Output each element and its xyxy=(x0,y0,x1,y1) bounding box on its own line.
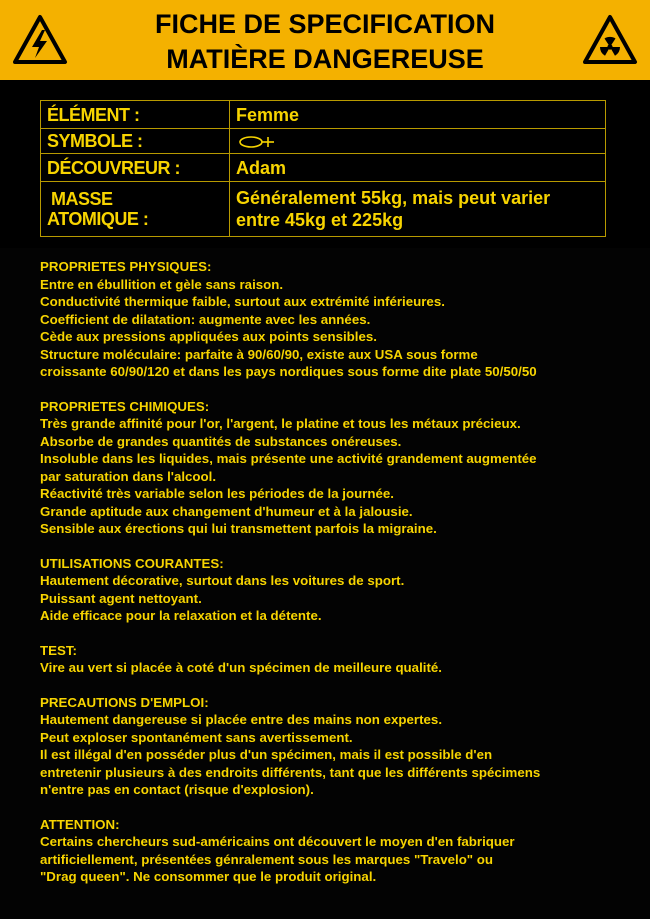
spec-value-line: Généralement 55kg, mais peut varier xyxy=(236,188,551,208)
spec-key: DÉCOUVREUR : xyxy=(41,154,230,182)
spec-key xyxy=(41,182,230,237)
spec-value xyxy=(230,129,606,154)
section-line: n'entre pas en contact (risque d'explosion). xyxy=(40,782,314,797)
title-line-1: FICHE DE SPECIFICATION xyxy=(154,9,496,39)
section-line: Cède aux pressions appliquées aux points sensibles. xyxy=(40,329,377,344)
section-line: Il est illégal d'en posséder plus d'un spécimen, mais il est possible d'en xyxy=(40,747,493,762)
female-symbol-icon xyxy=(236,134,280,150)
section-line: Vire au vert si placée à coté d'un spécimen de meilleure qualité. xyxy=(40,660,442,675)
section-title: PROPRIETES CHIMIQUES: xyxy=(40,398,210,414)
section-line: Grande aptitude aux changement d'humeur et à la jalousie. xyxy=(40,503,413,519)
spec-key-line: MASSE xyxy=(51,189,113,209)
spec-value: Adam xyxy=(230,154,606,182)
section-line: Entre en ébullition et gèle sans raison. xyxy=(40,276,284,292)
section xyxy=(40,694,640,799)
section-line: Peut exploser spontanément sans avertissement. xyxy=(40,729,353,745)
section-line: Hautement décorative, surtout dans les voitures de sport. xyxy=(40,573,405,588)
section-line: Sensible aux érections qui lui transmettent parfois la migraine. xyxy=(40,521,437,536)
section-line: Très grande affinité pour l'or, l'argent, le platine et tous les métaux précieux. xyxy=(40,416,521,431)
spec-key-line: ATOMIQUE : xyxy=(47,209,149,229)
section xyxy=(40,642,640,677)
section-line: Certains chercheurs sud-américains ont découvert le moyen d'en fabriquer xyxy=(40,834,515,849)
spec-value: Femme xyxy=(230,101,606,129)
spec-row-element xyxy=(41,101,606,129)
section-line: entretenir plusieurs à des endroits différents, tant que les différents spécimens xyxy=(40,764,541,780)
spec-value-line: entre 45kg et 225kg xyxy=(236,210,404,230)
section-line: Absorbe de grandes quantités de substances onéreuses. xyxy=(40,433,402,449)
title-line-2: MATIÈRE DANGEREUSE xyxy=(166,44,484,74)
section-title: ATTENTION: xyxy=(40,816,120,832)
section xyxy=(40,816,640,886)
section-title: PROPRIETES PHYSIQUES: xyxy=(40,259,212,274)
section xyxy=(40,258,640,381)
spec-key: ÉLÉMENT : xyxy=(41,101,230,129)
section-line: Réactivité très variable selon les périodes de la journée. xyxy=(40,486,394,501)
section-line: Coefficient de dilatation: augmente avec les années. xyxy=(40,311,371,327)
section-title: TEST: xyxy=(40,642,77,658)
section-line: "Drag queen". Ne consommer que le produit original. xyxy=(40,869,377,884)
section-line: artificiellement, présentées génralement sous les marques "Travelo" ou xyxy=(40,851,494,867)
section-line: Hautement dangereuse si placée entre des mains non expertes. xyxy=(40,712,443,727)
section-line: par saturation dans l'alcool. xyxy=(40,468,217,484)
section-line: croissante 60/90/120 et dans les pays nordiques sous forme dite plate 50/50/50 xyxy=(40,364,537,379)
spec-value xyxy=(230,182,606,237)
section-line: Insoluble dans les liquides, mais présente une activité grandement augmentée xyxy=(40,451,537,466)
section-line: Conductivité thermique faible, surtout aux extrémité inférieures. xyxy=(40,294,445,309)
section xyxy=(40,555,640,625)
spec-row-symbol xyxy=(41,129,606,154)
section-line: Puissant agent nettoyant. xyxy=(40,590,202,606)
section-line: Structure moléculaire: parfaite à 90/60/90, existe aux USA sous forme xyxy=(40,346,478,362)
spec-table xyxy=(40,100,606,237)
spec-key: SYMBOLE : xyxy=(41,129,230,154)
spec-row-discoverer xyxy=(41,154,606,182)
section-title: PRECAUTIONS D'EMPLOI: xyxy=(40,694,209,710)
section xyxy=(40,398,640,538)
section-line: Aide efficace pour la relaxation et la détente. xyxy=(40,608,322,623)
sections-container xyxy=(40,258,640,903)
header-banner xyxy=(0,0,650,80)
section-title: UTILISATIONS COURANTES: xyxy=(40,555,224,571)
radiation-hazard-icon xyxy=(582,14,638,66)
spec-row-atomic-mass xyxy=(41,182,606,237)
